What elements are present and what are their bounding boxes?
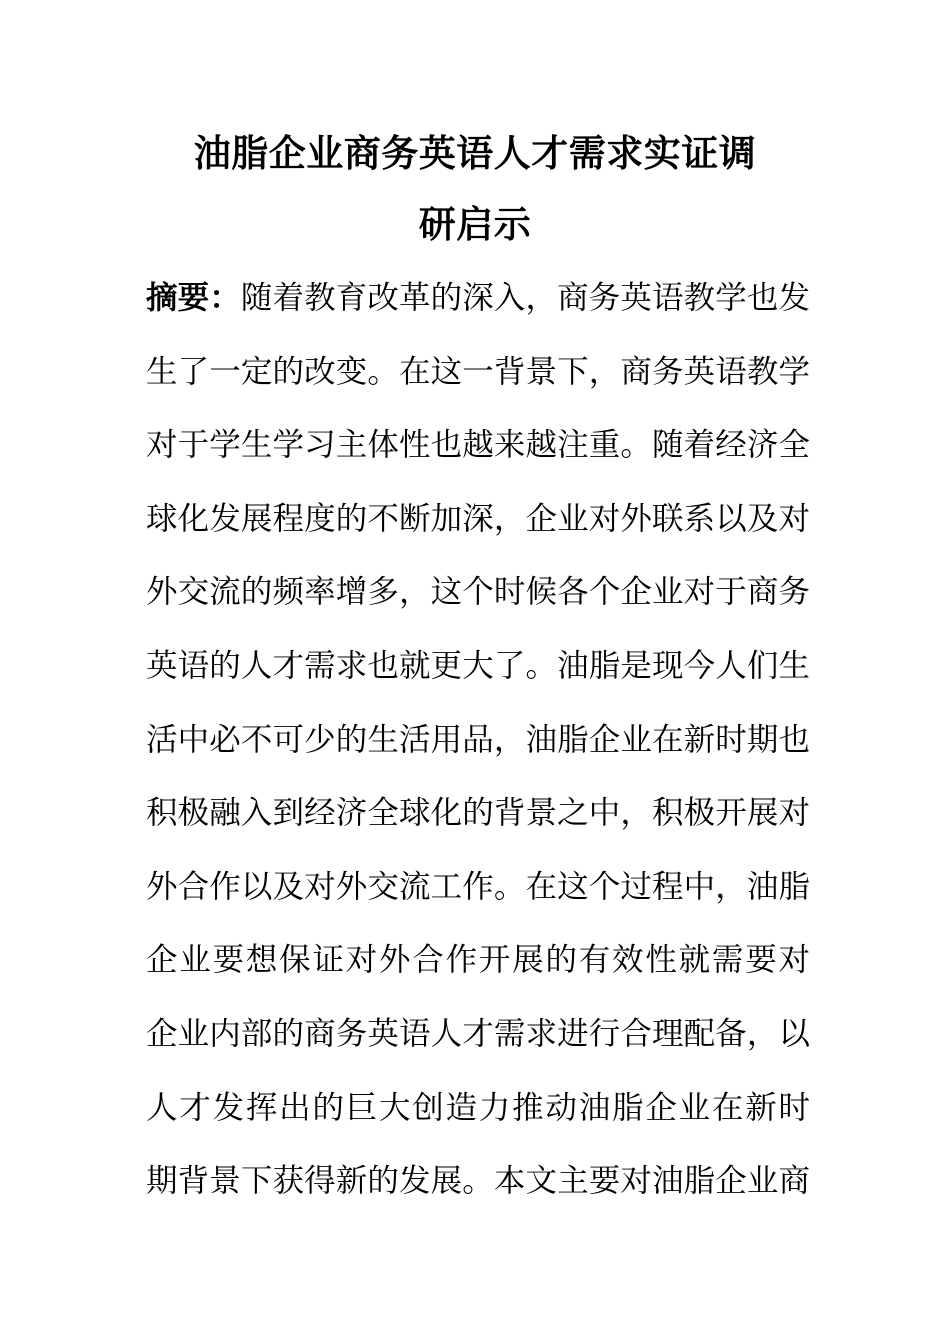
- abstract-line-8: 积极融入到经济全球化的背景之中，积极开展对: [146, 795, 810, 832]
- abstract-line-11: 企业内部的商务英语人才需求进行合理配备，以: [146, 1016, 810, 1052]
- abstract-line-13: 期背景下获得新的发展。本文主要对油脂企业商: [146, 1163, 810, 1200]
- abstract-line-1: [146, 262, 810, 336]
- document-title-line-2: 研启示: [418, 203, 532, 246]
- abstract-line-10: 企业要想保证对外合作开展的有效性就需要对: [146, 942, 810, 979]
- abstract-line-6: 英语的人才需求也就更大了。油脂是现今人们生: [146, 648, 810, 684]
- abstract-line-4: 球化发展程度的不断加深，企业对外联系以及对: [146, 500, 810, 537]
- abstract-line-7: 活中必不可少的生活用品，油脂企业在新时期也: [146, 721, 810, 758]
- abstract-line-2: 生了一定的改变。在这一背景下，商务英语教学: [146, 353, 810, 390]
- document-title-line-1: 油脂企业商务英语人才需求实证调: [193, 132, 757, 175]
- abstract-line-9: 外合作以及对外交流工作。在这个过程中，油脂: [146, 868, 810, 905]
- abstract-line-5: 外交流的频率增多，这个时候各个企业对于商务: [146, 574, 810, 611]
- abstract-text: 随着教育改革的深入，商务英语教学也发: [240, 280, 810, 316]
- abstract-line-12: 人才发挥出的巨大创造力推动油脂企业在新时: [146, 1089, 810, 1126]
- abstract-label: 摘要：: [146, 280, 241, 316]
- abstract-line-3: 对于学生学习主体性也越来越注重。随着经济全: [146, 427, 810, 464]
